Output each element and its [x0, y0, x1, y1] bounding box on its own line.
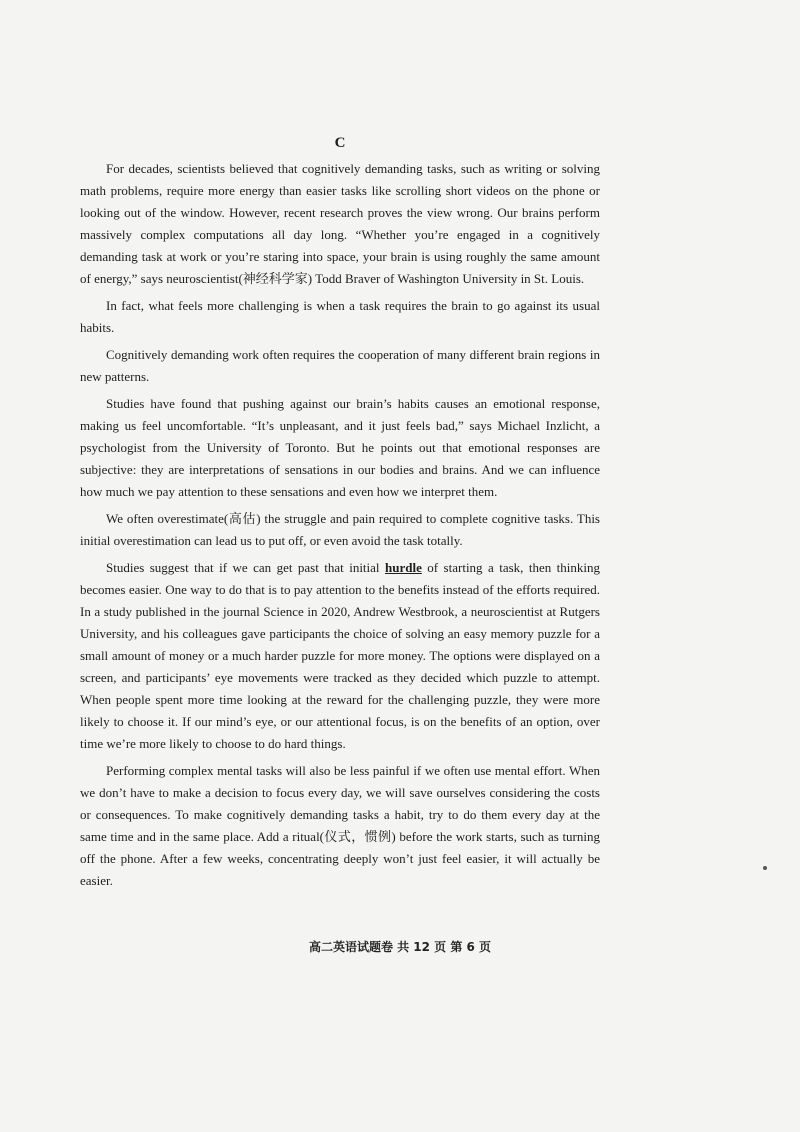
- reading-passage: [80, 133, 600, 892]
- scan-mark: [763, 866, 767, 870]
- paragraph-6-rest: of starting a task, then thinking becomes easier. One way to do that is to pay attention to the benefits instead of the efforts required. In a study published in the journal Science in 2020, Andrew Westbrook, a neuroscientist at Rutgers University, and his colleagues gave participants the choice of solving an easy memory puzzle for a small amount of money or a much harder puzzle for more money. The options were displayed on a screen, and participants’ eye movements were tracked as they decided which puzzle to attempt. When people spent more time looking at the reward for the challenging puzzle, they were more likely to choose it. If our mind’s eye, or our attentional focus, is on the benefits of an option, over time we’re more likely to choose to do hard things.: [80, 560, 600, 751]
- paragraph-1: For decades, scientists believed that cognitively demanding tasks, such as writing or solving math problems, require more energy than easier tasks like scrolling short videos on the phone or looking out of the window. However, recent research proves the view wrong. Our brains perform massively complex computations all day long. “Whether you’re engaged in a cognitively demanding task at work or you’re staring into space, your brain is using roughly the same amount of energy,” says neuroscientist(神经科学家) Todd Braver of Washington University in St. Louis.: [80, 161, 600, 286]
- highlighted-word-hurdle: hurdle: [385, 560, 422, 575]
- paragraph-3: Cognitively demanding work often requires the cooperation of many different brain regions in new patterns.: [80, 347, 600, 384]
- paragraph-6-start: Studies suggest that if we can get past that initial: [106, 560, 385, 575]
- paragraph-6: [80, 557, 600, 755]
- page-footer: 高二英语试题卷 共 12 页 第 6 页: [308, 940, 492, 954]
- paragraph-4: Studies have found that pushing against our brain’s habits causes an emotional response, making us feel uncomfortable. “It’s unpleasant, and it just feels bad,” says Michael Inzlicht, a psychologist from the University of Toronto. But he points out that emotional responses are subjective: they are interpretations of sensations in our bodies and brains. And we can influence how much we pay attention to these sensations and even how we interpret them.: [80, 396, 600, 499]
- paragraph-2: In fact, what feels more challenging is when a task requires the brain to go against its usual habits.: [80, 298, 600, 335]
- section-letter: C: [334, 135, 346, 151]
- paragraph-5: We often overestimate(高估) the struggle and pain required to complete cognitive tasks. This initial overestimation can lead us to put off, or even avoid the task totally.: [80, 511, 600, 548]
- paragraph-7: Performing complex mental tasks will also be less painful if we often use mental effort. When we don’t have to make a decision to focus every day, we will save ourselves considering the costs or consequences. To make cognitively demanding tasks a habit, try to do them every day at the same time and in the same place. Add a ritual(仪式，惯例) before the work starts, such as turning off the phone. After a few weeks, concentrating deeply won’t just feel easier, it will actually be easier.: [80, 763, 600, 888]
